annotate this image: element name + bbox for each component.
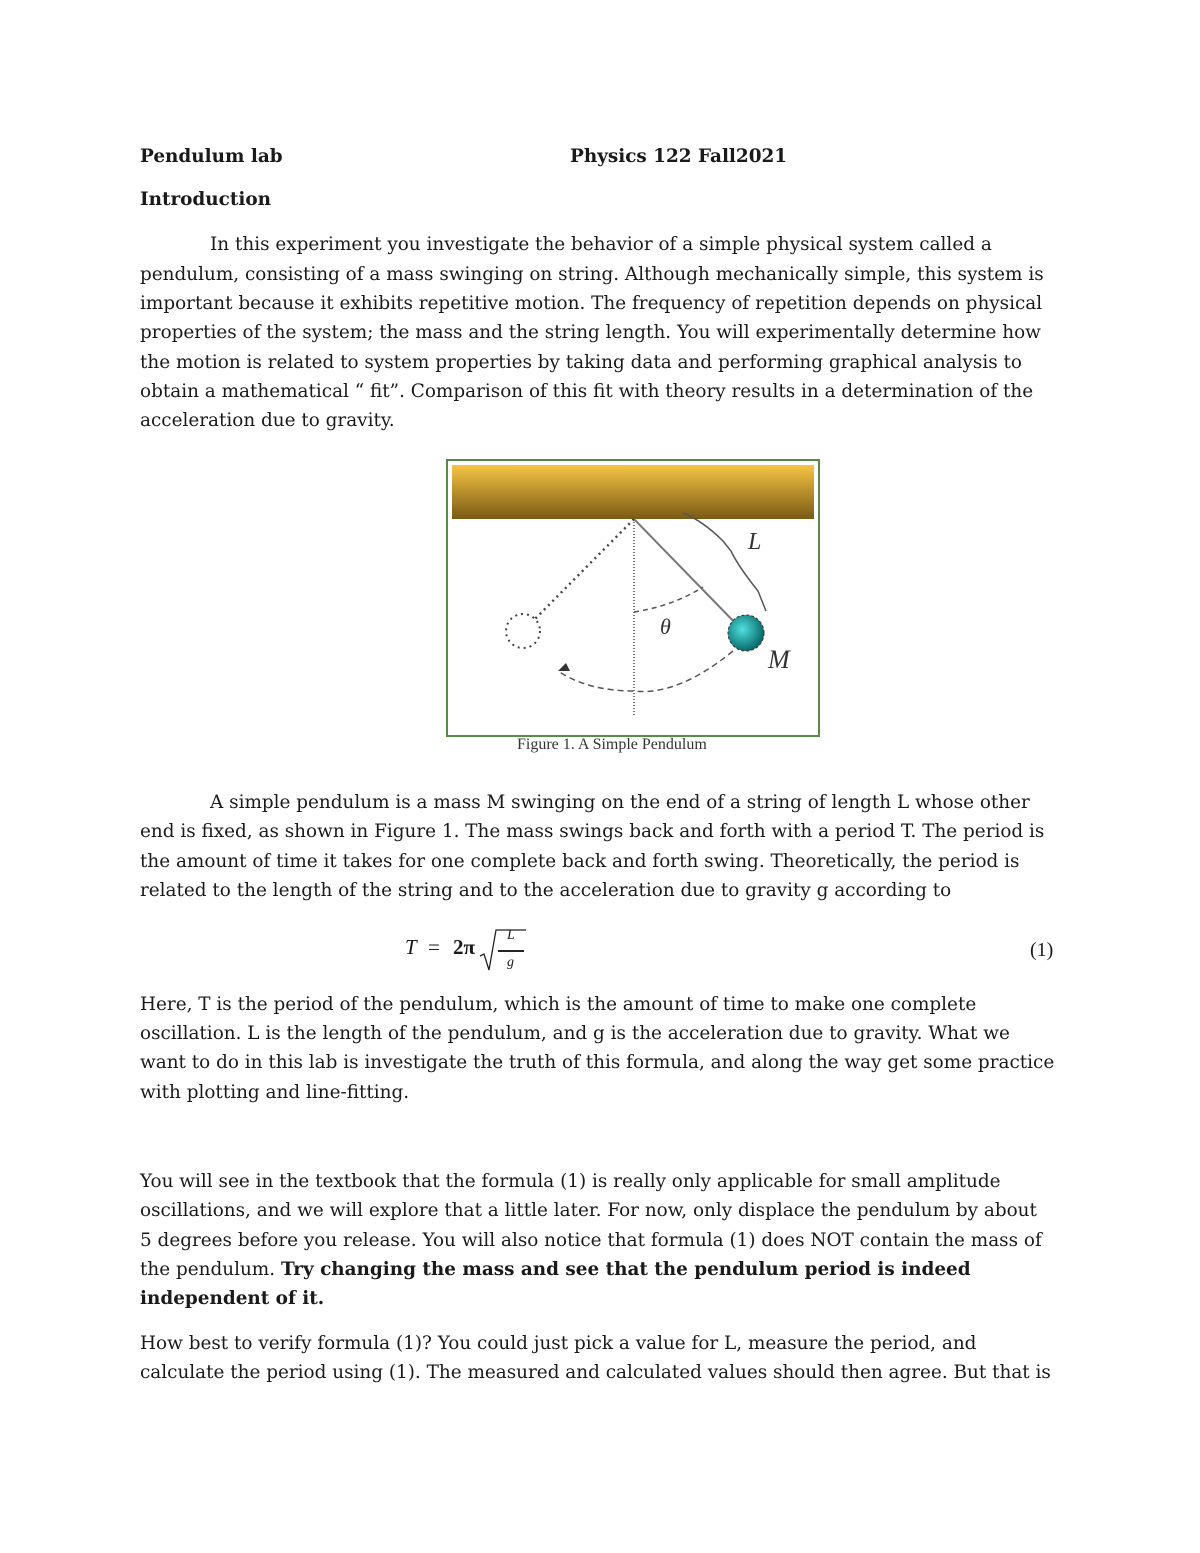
label-M: M <box>768 645 790 674</box>
eq-number: (1) <box>1030 939 1054 961</box>
arrowhead <box>558 663 570 671</box>
length-brace <box>683 513 766 611</box>
text-line: In this experiment you investigate the behavior of a simple physical system called a <box>210 234 992 255</box>
sqrt-sign <box>478 926 528 974</box>
eq-denominator: g <box>507 955 514 970</box>
text-line: want to do in this lab is investigate the truth of this formula, and along the way get some practice <box>140 1052 1055 1073</box>
swing-arrow <box>558 651 733 692</box>
text-line: calculate the period using (1). The measured and calculated values should then agree. But that is <box>140 1362 1051 1383</box>
eq-equals: = <box>428 935 440 959</box>
text-line: related to the length of the string and to the acceleration due to gravity g according to <box>140 880 952 901</box>
text-line: acceleration due to gravity. <box>140 410 395 431</box>
text-line: A simple pendulum is a mass M swinging on the end of a string of length L whose other <box>210 792 1030 813</box>
pendulum-diagram <box>448 461 818 735</box>
pendulum-mass <box>728 615 764 651</box>
figure-caption: Figure 1. A Simple Pendulum <box>517 736 707 753</box>
plain-text: the pendulum. <box>140 1259 281 1280</box>
string <box>634 519 743 631</box>
ceiling-bar <box>452 465 814 519</box>
text-line: oscillations, and we will explore that a little later. For now, only displace the pendulum by about <box>140 1200 1037 1221</box>
text-line: 5 degrees before you release. You will also notice that formula (1) does NOT contain the mass of <box>140 1230 1042 1251</box>
label-theta: θ <box>660 614 671 639</box>
text-line <box>140 1258 971 1282</box>
text-line: important because it exhibits repetitive motion. The frequency of repetition depends on physical <box>140 293 1043 314</box>
eq-coef: 2π <box>453 935 476 959</box>
doc-title: Pendulum lab <box>140 146 283 167</box>
eq-numerator: L <box>507 928 515 943</box>
text-line: pendulum, consisting of a mass swinging on string. Although mechanically simple, this system is <box>140 264 1044 285</box>
previous-mass <box>506 614 540 648</box>
text-line: oscillation. L is the length of the pendulum, and g is the acceleration due to gravity. What we <box>140 1023 1010 1044</box>
text-line: the motion is related to system properties by taking data and performing graphical analysis to <box>140 352 1022 373</box>
theta-arc <box>634 587 703 612</box>
label-L: L <box>748 529 762 555</box>
bold-instruction: Try changing the mass and see that the pendulum period is indeed <box>280 1259 971 1280</box>
text-line: the amount of time it takes for one complete back and forth swing. Theoretically, the period is <box>140 851 1020 872</box>
course-title: Physics 122 Fall2021 <box>570 146 788 167</box>
eq-lhs: T <box>405 935 417 959</box>
text-line: Here, T is the period of the pendulum, which is the amount of time to make one complete <box>140 994 977 1015</box>
bold-instruction-cont: independent of it. <box>140 1288 325 1309</box>
text-line: How best to verify formula (1)? You could just pick a value for L, measure the period, and <box>140 1333 977 1354</box>
text-line: end is fixed, as shown in Figure 1. The mass swings back and forth with a period T. The period is <box>140 821 1045 842</box>
text-line: You will see in the textbook that the formula (1) is really only applicable for small amplitude <box>140 1171 1001 1192</box>
text-line: obtain a mathematical “ fit”. Comparison of this fit with theory results in a determination of the <box>140 381 1034 402</box>
text-line: properties of the system; the mass and the string length. You will experimentally determine how <box>140 322 1041 343</box>
pendulum-figure <box>446 459 820 737</box>
dotted-string <box>533 519 634 621</box>
text-line: with plotting and line-fitting. <box>140 1082 410 1103</box>
section-heading: Introduction <box>140 189 271 210</box>
